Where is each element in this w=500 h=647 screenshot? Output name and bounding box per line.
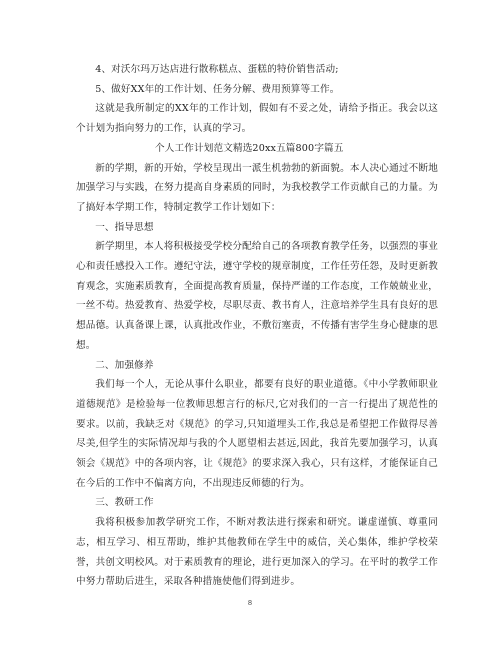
document-title: 个人工作计划范文精选20xx五篇800字篇五 [155, 142, 344, 154]
section-paragraph-research: 我将积极参加教学研究工作，不断对教法进行探索和研究。谦虚谨慎、尊重同志，相互学习、相互帮助，维护其他教师在学生中的威信，关心集体，维护学校荣誉，共创文明校风。对于素质教育的理论，进行更加深入的学习。在平时的教学工作中努力帮助后进生，采取各种措施使他们得到进步。 [76, 517, 438, 588]
section-heading-guiding-thought: 一、指导思想 [95, 221, 154, 233]
section-paragraph-cultivation: 我们每一个人，无论从事什么职业，都要有良好的职业道德。《中小学教师职业道德规范》是检验每一位教师思想言行的标尺,它对我们的一言一行提出了规范性的要求。以前，我缺乏对《规范》的学习,只知道埋头工作,我总是希望把工作做得尽善尽美,但学生的实际情况却与我的个人愿望相去甚远,因此，我首先要加强学习，认真领会《规范》中的各项内容，让《规范》的要求深入我心，只有这样，才能保证自己在今后的工作中不偏离方向，不出现违反师德的行为。 [76, 379, 439, 489]
page-number: 8 [247, 599, 253, 607]
section-heading-cultivation: 二、加强修养 [95, 359, 154, 371]
closing-paragraph: 这就是我所制定的XX年的工作计划，假如有不妥之处，请给予指正。我会以这个计划为指向努力的工作，认真的学习。 [76, 103, 438, 135]
section-heading-research: 三、教研工作 [95, 497, 154, 509]
document-body [76, 60, 438, 592]
section-paragraph-guiding-thought: 新学期里，本人将积极接受学校分配给自己的各项教育教学任务，以强烈的事业心和责任感投入工作。遵纪守法，遵守学校的规章制度，工作任劳任怨，及时更新教育观念，实施素质教育，全面提高教育质量，保持严谨的工作态度，工作兢兢业业，一丝不苟。热爱教育、热爱学校，尽职尽责、教书育人，注意培养学生具有良好的思想品德。认真备课上课，认真批改作业，不敷衍塞责，不传播有害学生身心健康的思想。 [76, 241, 439, 351]
list-item-4: 4、对沃尔玛万达店进行散称糕点、蛋糕的特价销售活动; [95, 64, 339, 75]
intro-paragraph: 新的学期，新的开始，学校呈现出一派生机勃勃的新面貌。本人决心通过不断地加强学习与实践，在努力提高自身素质的同时，为我校教学工作贡献自己的力量。为了搞好本学期工作，特制定教学工作计划如下： [76, 162, 439, 213]
list-item-5: 5、做好XX年的工作计划、任务分解、费用预算等工作。 [95, 83, 340, 95]
